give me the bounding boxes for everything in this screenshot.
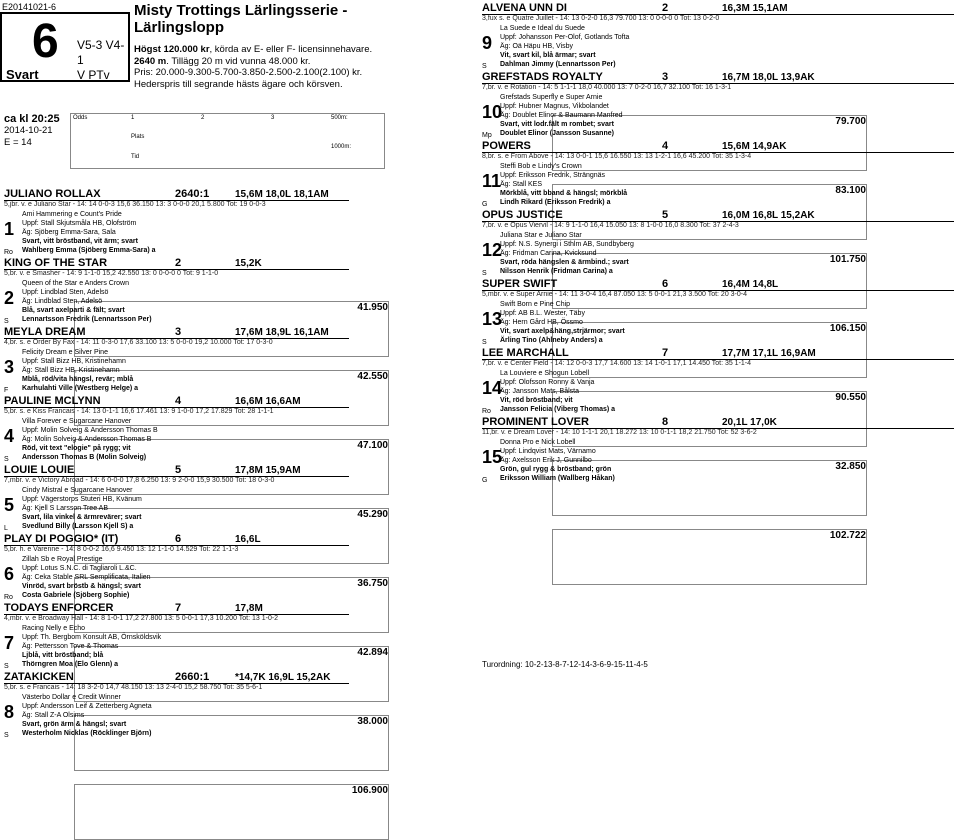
horse-earnings: 42.550: [74, 370, 389, 426]
start-distance: 2: [175, 257, 182, 269]
horse-info-line: Mörkblå, vitt bband & hängsl; mörkblå: [500, 190, 628, 197]
start-distance: 6: [175, 533, 182, 545]
start-distance: 7: [175, 602, 182, 614]
bet-line-2: V PTv: [77, 68, 110, 82]
horse-info-line: Uppf: Stall Bizz HB, Kristinehamn: [22, 358, 126, 365]
horse-info-line: Vit, svart axelp&häng,strjärmor; svart: [500, 328, 625, 335]
horse-info-line: Äg: Oä Häpu HB, Visby: [500, 43, 574, 50]
horse-records: 17,6M 18,9L 16,1AM: [235, 327, 329, 338]
start-number: 6: [4, 564, 15, 584]
horse-info-line: Vit, svart kil, blå ärmar; svart: [500, 52, 596, 59]
horse-earnings: 90.550: [552, 391, 867, 447]
horse-records: 16,4M 14,8L: [722, 279, 779, 290]
horse-earnings: 38.000: [74, 715, 389, 771]
start-number: 10: [482, 102, 503, 122]
horse-earnings: 83.100: [552, 184, 867, 240]
horse-info-line: Karhulahti Ville (Westberg Helge) a: [22, 385, 139, 392]
horse-summary: 4,mbr. v. e Broadway Hall - 14: 8 1-0-1 17,2 27.800 13: 5 0-0-1 17,3 10.200 Tot: 13 1-0-2: [4, 615, 279, 622]
start-distance: 8: [662, 416, 669, 428]
horse-info-line: Lindh Rikard (Eriksson Fredrik) a: [500, 199, 611, 206]
start-distance: 4: [662, 140, 669, 152]
horse-info-line: Uppf: Th. Bergbom Konsult AB, Örnsköldsvik: [22, 634, 162, 641]
horse-info-line: Juliana Star e Juliano Star: [500, 232, 582, 239]
horse-name: KING OF THE STAR: [4, 257, 108, 269]
start-distance: 7: [662, 347, 669, 359]
horse-records: 17,7M 17,1L 16,9AM: [722, 348, 816, 359]
horse-records: 16,6M 16,6AM: [235, 396, 301, 407]
horse-info-line: Vit, röd bröstband; vit: [500, 397, 573, 404]
horse-info-line: Äg: Jansson Mats, Bålsta: [500, 388, 579, 395]
start-number: 3: [4, 357, 15, 377]
horse-info-line: Westerholm Nicklas (Röcklinger Björn): [22, 730, 152, 737]
horse-info-line: Jansson Felicia (Viberg Thomas) a: [500, 406, 616, 413]
horse-info-line: Ami Hammering e Count's Pride: [22, 211, 122, 218]
horse-info-line: Uppf: Olofsson Ronny & Vanja: [500, 379, 595, 386]
horse-records: 17,8M 15,9AM: [235, 465, 301, 476]
e-value: E = 14: [4, 137, 32, 148]
horse-info-line: Uppf: Lindqvist Mats, Värnamo: [500, 448, 596, 455]
race-title-line-1: Misty Trottings Lärlingsserie -: [134, 2, 348, 19]
horse-info-line: Wahlberg Emma (Sjöberg Emma-Sara) a: [22, 247, 156, 254]
odds-col-3: 3: [271, 115, 275, 121]
horse-info-line: Villa Forever e Sugarcane Hanover: [22, 418, 132, 425]
shoe-mark: S: [4, 456, 9, 463]
condition-line: Högst 120.000 kr, körda av E- eller F- licensinnehavare.: [134, 44, 373, 55]
horse-records: 16,6L: [235, 534, 261, 545]
horse-info-line: Äg: Hern Gård HB, Össmo: [500, 319, 583, 326]
horse-info-line: Uppf: Andersson Leif & Zetterberg Agneta: [22, 703, 152, 710]
horse-info-line: Dahlman Jimmy (Lennartsson Per): [500, 61, 616, 68]
horse-info-line: Doublet Elinor (Jansson Susanne): [500, 130, 614, 137]
horse-info-line: Uppf: Johansson Per-Olof, Gotlands Tofta: [500, 34, 630, 41]
odds-col-2: 2: [201, 115, 205, 121]
start-distance: 4: [175, 395, 182, 407]
horse-summary: 5,jbr. v. e Juliano Star - 14: 14 0-0-3 15,6 36.150 13: 3 0-0-0 20,1 5.800 Tot: 19 0-0-3: [4, 201, 266, 208]
horse-entry: [482, 416, 954, 541]
horse-records: 15,2K: [235, 258, 262, 269]
odds-500m: 500m:: [331, 115, 348, 121]
horse-earnings: 45.290: [74, 508, 389, 564]
shoe-mark: F: [4, 387, 9, 394]
horse-earnings: 101.750: [552, 253, 867, 309]
start-number: 12: [482, 240, 503, 260]
horse-info-line: Eriksson William (Wallberg Håkan): [500, 475, 615, 482]
horse-earnings: 47.100: [74, 439, 389, 495]
horse-summary: 7,br. v. e Center Field - 14: 12 0-0-3 17,7 14.600 13: 14 1-0-1 17,1 14.450 Tot: 35 1-1-4: [482, 360, 752, 367]
odds-label: Odds: [73, 115, 88, 121]
horse-info-line: Ljblå, vitt bröstband; blå: [22, 652, 104, 659]
horse-name: TODAYS ENFORCER: [4, 602, 114, 614]
start-number: 9: [482, 33, 493, 53]
left-column: [4, 188, 388, 796]
shoe-mark: G: [482, 201, 488, 208]
race-number: 6: [32, 15, 59, 68]
horse-info-line: Svart, röda hängslen & ärmbind.; svart: [500, 259, 629, 266]
horse-name: LEE MARCHALL: [482, 347, 569, 359]
horse-name: PROMINENT LOVER: [482, 416, 589, 428]
horse-name: JULIANO ROLLAX: [4, 188, 101, 200]
horse-info-line: Svart, vitt lodr.fält m rombet; svart: [500, 121, 614, 128]
start-distance: 5: [662, 209, 669, 221]
horse-info-line: Steffi Bob e Lindy's Crown: [500, 163, 582, 170]
horse-info-line: Felicity Dream e Silver Pine: [22, 349, 108, 356]
horse-info-line: Uppf: Lindblad Sten, Adelsö: [22, 289, 109, 296]
shoe-mark: Mp: [482, 132, 492, 139]
horse-name: SUPER SWIFT: [482, 278, 558, 290]
horse-name: MEYLA DREAM: [4, 326, 86, 338]
odds-tid: Tid: [131, 154, 140, 160]
horse-info-line: La Louviere e Shogun Lobell: [500, 370, 590, 377]
horse-info-line: Zillah Sb e Royal Prestige: [22, 556, 103, 563]
horse-summary: 7,mbr. v. e Victory Abroad - 14: 6 0-0-0 17,8 6.250 13: 9 2-0-0 15,9 30.500 Tot: 18 0-3-0: [4, 477, 275, 484]
horse-records: 16,7M 18,0L 13,9AK: [722, 72, 815, 83]
horse-info-line: Uppf: Lotus S.N.C. di Tagliaroli L.&C.: [22, 565, 137, 572]
shoe-mark: Ro: [4, 249, 13, 256]
condition-line: Pris: 20.000-9.300-5.700-3.850-2.500-2.100(2.100) kr.: [134, 67, 363, 78]
horse-info-line: Grefstads Superfly e Super Arnie: [500, 94, 603, 101]
horse-info-line: Uppf: AB B.L. Wester, Täby: [500, 310, 585, 317]
horse-info-line: Äg: Sjöberg Emma-Sara, Sala: [22, 229, 116, 236]
horse-info-line: Vinröd, svart bröstb & hängsl; svart: [22, 583, 141, 590]
horse-info-line: Äg: Stall KES: [500, 181, 543, 188]
race-title-line-2: Lärlingslopp: [134, 19, 224, 36]
horse-records: 15,6M 18,0L 18,1AM: [235, 189, 329, 200]
odds-col-1: 1: [131, 115, 135, 121]
condition-line: Hederspris till segrande hästs ägare och körsven.: [134, 78, 343, 90]
start-number: 7: [4, 633, 15, 653]
shoe-mark: S: [482, 339, 487, 346]
horse-summary: 7,br. v. e Rotation - 14: 5 1-1-1 18,0 40.000 13: 7 0-2-0 16,7 32.100 Tot: 16 1-3-1: [482, 84, 732, 91]
shoe-mark: S: [482, 270, 487, 277]
shoe-mark: L: [4, 525, 8, 532]
horse-summary: 7,br. v. e Opus Viervil - 14: 9 1-1-0 16,4 15.050 13: 8 1-0-0 16,0 8.300 Tot: 37 2-4-3: [482, 222, 739, 229]
start-number: 8: [4, 702, 15, 722]
horse-name: GREFSTADS ROYALTY: [482, 71, 603, 83]
horse-info-line: Costa Gabriele (Sjöberg Sophie): [22, 592, 130, 599]
odds-plats: Plats: [131, 134, 145, 140]
horse-info-line: Blå, svart axelparti & fält; svart: [22, 307, 125, 314]
horse-records: 20,1L 17,0K: [722, 417, 777, 428]
horse-records: 16,3M 15,1AM: [722, 3, 788, 14]
horse-info-line: Uppf: Eriksson Fredrik, Strängnäs: [500, 172, 606, 179]
horse-earnings: 36.750: [74, 577, 389, 633]
horse-info-line: Svedlund Billy (Larsson Kjell S) a: [22, 523, 134, 530]
horse-info-line: Nilsson Henrik (Fridman Carina) a: [500, 268, 613, 275]
start-distance: 3: [662, 71, 669, 83]
start-time-block: [4, 113, 60, 149]
horse-records: *14,7K 16,9L 15,2AK: [235, 672, 331, 683]
horse-info-line: Mblå, röd/vita hängsl, revär; mblå: [22, 376, 134, 383]
horse-info-line: Röd, vit text "elogie" på rygg; vit: [22, 445, 131, 452]
horse-name: OPUS JUSTICE: [482, 209, 563, 221]
horse-info-line: Svart, grön ärm & hängsl; svart: [22, 721, 127, 728]
horse-info-line: Äg: Axelsson Erik J, Gunnilbo: [500, 457, 592, 464]
horse-summary: 5,br. s. e Kiss Francais - 14: 13 0-1-1 16,6 17.461 13: 9 1-0-0 17,2 17.829 Tot: 28 1-1-1: [4, 408, 274, 415]
start-number: 2: [4, 288, 15, 308]
horse-name: ALVENA UNN DI: [482, 2, 567, 14]
horse-earnings: 42.894: [74, 646, 389, 702]
horse-info-line: Andersson Thomas B (Molin Solveig): [22, 454, 147, 461]
shoe-mark: Ro: [482, 408, 491, 415]
race-title: [134, 2, 347, 36]
horse-info-line: Racing Nelly e Echo: [22, 625, 86, 632]
start-number: 13: [482, 309, 503, 329]
horse-summary: 3,fux s. e Quatre Juillet - 14: 13 0-2-0 16,3 79.700 13: 0 0-0-0 0 Tot: 13 0-2-0: [482, 15, 720, 22]
odds-box: [70, 113, 385, 169]
horse-name: PAULINE MCLYNN: [4, 395, 101, 407]
horse-info-line: La Suede e Ideal du Suede: [500, 25, 585, 32]
start-distance: 2640:1: [175, 188, 210, 200]
race-number-box: [0, 12, 130, 82]
horse-info-line: Uppf: Hubner Magnus, Vikbolandet: [500, 103, 609, 110]
horse-info-line: Uppf: Stall Skjutsmåla HB, Olofström: [22, 220, 137, 227]
start-distance: 2660:1: [175, 671, 210, 683]
start-distance: 6: [662, 278, 669, 290]
horse-info-line: Äg: Fridman Carina, Kvicksund: [500, 250, 597, 257]
start-distance: 2: [662, 2, 669, 14]
start-number: 11: [482, 171, 502, 191]
horse-earnings: 41.950: [74, 301, 389, 357]
horse-info-line: Ärling Tino (Ahlneby Anders) a: [500, 337, 603, 344]
horse-info-line: Thörngren Moa (Elo Glenn) a: [22, 661, 119, 668]
horse-records: 17,8M: [235, 603, 263, 614]
horse-info-line: Lennartsson Fredrik (Lennartsson Per): [22, 316, 152, 323]
horse-summary: 5,mbr. v. e Super Arnie - 14: 11 3-0-4 16,4 87.050 13: 5 0-0-1 21,3 3.500 Tot: 20 3-0-4: [482, 291, 748, 298]
right-column: [482, 2, 954, 541]
horse-summary: 11,br. v. e Dream Lover - 14: 10 1-1-1 20,1 18.272 13: 10 0-1-1 18,2 21.750 Tot: 52 3-6-2: [482, 429, 757, 436]
shoe-mark: Ro: [4, 594, 13, 601]
start-number: 5: [4, 495, 15, 515]
horse-summary: 5,br. v. e Smasher - 14: 9 1-1-0 15,2 42.550 13: 0 0-0-0 0 Tot: 9 1-1-0: [4, 270, 219, 277]
horse-info-line: Svart, vitt bröstband, vit ärm; svart: [22, 238, 138, 245]
document-id: E20141021-6: [2, 2, 57, 12]
horse-info-line: Uppf: Vägerstorps Stuteri HB, Kvänum: [22, 496, 142, 503]
start-distance: 5: [175, 464, 182, 476]
horse-info-line: Äg: Doublet Elinor & Baumann Manfred: [500, 112, 623, 119]
horse-name: POWERS: [482, 140, 531, 152]
shoe-mark: S: [4, 732, 9, 739]
horse-earnings: 106.900: [74, 784, 389, 840]
race-label: Svart: [6, 67, 39, 82]
horse-info-line: Äg: Stall Bizz HB, Kristinehamn: [22, 367, 120, 374]
horse-records: 15,6M 14,9AK: [722, 141, 787, 152]
horse-name: PLAY DI POGGIO* (IT): [4, 533, 119, 545]
horse-summary: 5,br. h. e Varenne - 14: 8 0-0-2 16,6 9.450 13: 12 1-1-0 14.529 Tot: 22 1-1-3: [4, 546, 239, 553]
horse-info-line: Äg: Molin Solveig & Andersson Thomas B: [22, 436, 152, 443]
horse-info-line: Äg: Kjell S Larsson Tree AB: [22, 505, 108, 512]
horse-info-line: Uppf: N.S. Synergi i Sthlm AB, Sundbyberg: [500, 241, 634, 248]
horse-info-line: Swift Born e Pine Chip: [500, 301, 571, 308]
race-date: 2014-10-21: [4, 125, 53, 136]
horse-earnings: 102.722: [552, 529, 867, 585]
condition-line: 2640 m. Tillägg 20 m vid vunna 48.000 kr.: [134, 55, 311, 67]
horse-info-line: Grön, gul rygg & bröstband; grön: [500, 466, 612, 473]
race-conditions: [134, 44, 372, 90]
horse-info-line: Uppf: Molin Solveig & Andersson Thomas B: [22, 427, 158, 434]
horse-earnings: 106.150: [552, 322, 867, 378]
start-number: 14: [482, 378, 503, 398]
horse-info-line: Äg: Ceka Stable SRL Semplificata, Italien: [22, 574, 151, 581]
horse-earnings: 32.850: [552, 460, 867, 516]
shoe-mark: S: [4, 663, 9, 670]
start-order: Turordning: 10-2-13-8-7-12-14-3-6-9-15-11-4-5: [482, 660, 648, 669]
start-number: 15: [482, 447, 503, 467]
horse-info-line: Queen of the Star e Anders Crown: [22, 280, 130, 287]
horse-info-line: Äg: Stall Z-A Olsims: [22, 712, 85, 719]
horse-summary: 5,br. s. e Francais - 14: 18 3-2-0 14,7 48.150 13: 13 2-4-0 15,2 58.750 Tot: 35 5-6-1: [4, 684, 263, 691]
start-distance: 3: [175, 326, 182, 338]
horse-info-line: Svart, lila vinkel & ärmrevärer; svart: [22, 514, 142, 521]
start-number: 1: [4, 219, 15, 239]
bet-line-1: V5-3 V4-1: [77, 38, 125, 67]
horse-name: ZATAKICKEN: [4, 671, 74, 683]
horse-summary: 4,br. s. e Order By Fax - 14: 11 0-3-0 17,6 33.100 13: 5 0-0-0 19,2 10.000 Tot: 17 0-3-0: [4, 339, 273, 346]
horse-name: LOUIE LOUIE: [4, 464, 75, 476]
horse-summary: 8,br. s. e From Above - 14: 13 0-0-1 15,6 16.550 13: 13 1-2-1 16,6 45.200 Tot: 35 1-3-4: [482, 153, 752, 160]
shoe-mark: G: [482, 477, 488, 484]
horse-info-line: Äg: Lindblad Sten, Adelsö: [22, 298, 103, 305]
horse-earnings: 79.700: [552, 115, 867, 171]
horse-info-line: Äg: Pettersson Tove & Thomas: [22, 643, 119, 650]
shoe-mark: S: [4, 318, 9, 325]
odds-1000m: 1000m:: [331, 144, 352, 150]
horse-info-line: Donna Pro e Nick Lobell: [500, 439, 576, 446]
shoe-mark: S: [482, 63, 487, 70]
horse-info-line: Cindy Mistral e Sugarcane Hanover: [22, 487, 133, 494]
horse-info-line: Västerbo Dollar e Credit Winner: [22, 694, 121, 701]
start-time: ca kl 20:25: [4, 113, 60, 125]
horse-records: 16,0M 16,8L 15,2AK: [722, 210, 815, 221]
start-number: 4: [4, 426, 15, 446]
